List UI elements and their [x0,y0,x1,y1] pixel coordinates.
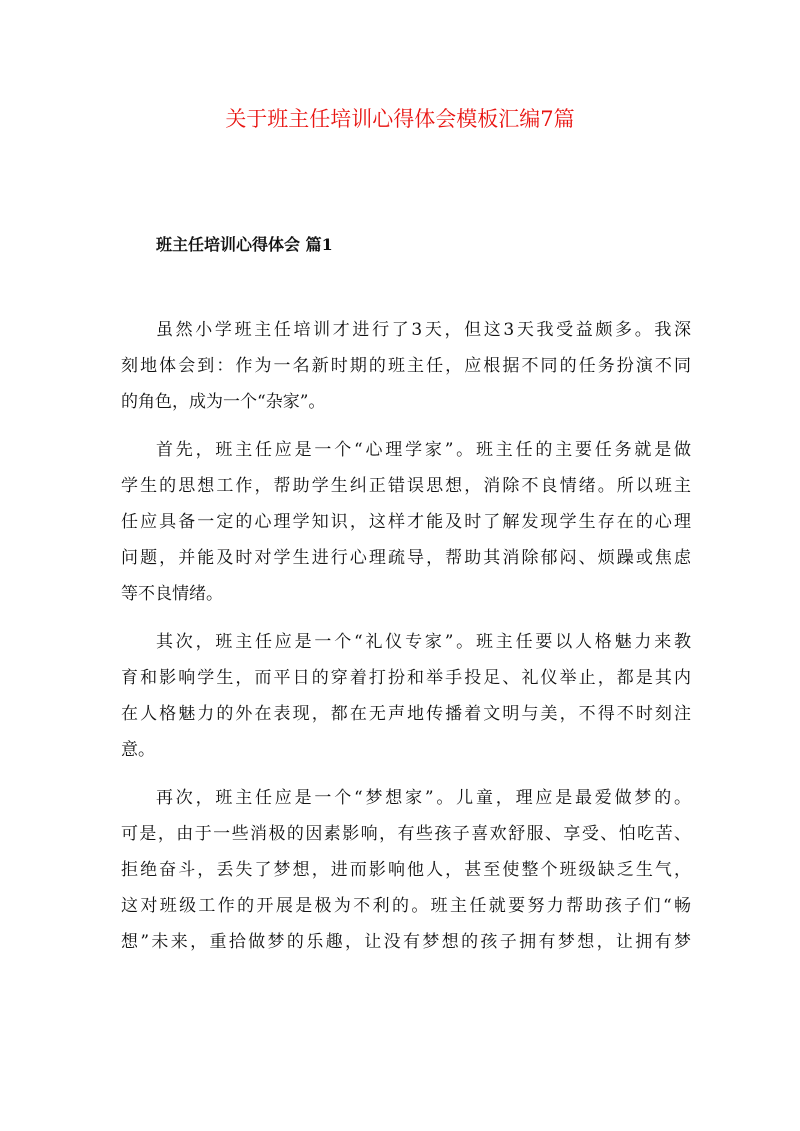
document-body [121,312,691,972]
paragraph [121,312,691,420]
paragraph-line: 意。 [121,740,155,760]
paragraph-line: 在人格魅力的外在表现，都在无声地传播着文明与美，不得不时刻注 [121,704,691,724]
paragraph-line: 首先，班主任应是一个“心理学家”。班主任的主要任务就是做 [156,440,691,460]
paragraph-line: 其次，班主任应是一个“礼仪专家”。班主任要以人格魅力来教 [156,632,691,652]
paragraph-line: 拒绝奋斗，丢失了梦想，进而影响他人，甚至使整个班级缺乏生气， [121,860,691,880]
paragraph-line: 想”未来，重拾做梦的乐趣，让没有梦想的孩子拥有梦想，让拥有梦 [121,932,691,952]
paragraph [121,432,691,612]
paragraph-line: 任应具备一定的心理学知识，这样才能及时了解发现学生存在的心理 [121,512,691,532]
paragraph-line: 问题，并能及时对学生进行心理疏导，帮助其消除郁闷、烦躁或焦虑 [121,548,691,568]
section-heading: 班主任培训心得体会 篇1 [156,235,333,254]
paragraph-line: 刻地体会到：作为一名新时期的班主任，应根据不同的任务扮演不同 [121,356,691,376]
paragraph-line: 等不良情绪。 [121,584,223,604]
paragraph-line: 的角色，成为一个“杂家”。 [121,392,326,412]
document-title: 关于班主任培训心得体会模板汇编7篇 [225,107,575,131]
paragraph-line: 可是，由于一些消极的因素影响，有些孩子喜欢舒服、享受、怕吃苦、 [121,824,691,844]
paragraph-line: 育和影响学生，而平日的穿着打扮和举手投足、礼仪举止，都是其内 [121,668,691,688]
paragraph [121,780,691,960]
paragraph-line: 这对班级工作的开展是极为不利的。班主任就要努力帮助孩子们“畅 [121,896,691,916]
paragraph [121,624,691,768]
paragraph-line: 学生的思想工作，帮助学生纠正错误思想，消除不良情绪。所以班主 [121,476,691,496]
paragraph-line: 虽然小学班主任培训才进行了3天，但这3天我受益颇多。我深 [156,320,691,340]
paragraph-line: 再次，班主任应是一个“梦想家”。儿童，理应是最爱做梦的。 [156,788,691,808]
